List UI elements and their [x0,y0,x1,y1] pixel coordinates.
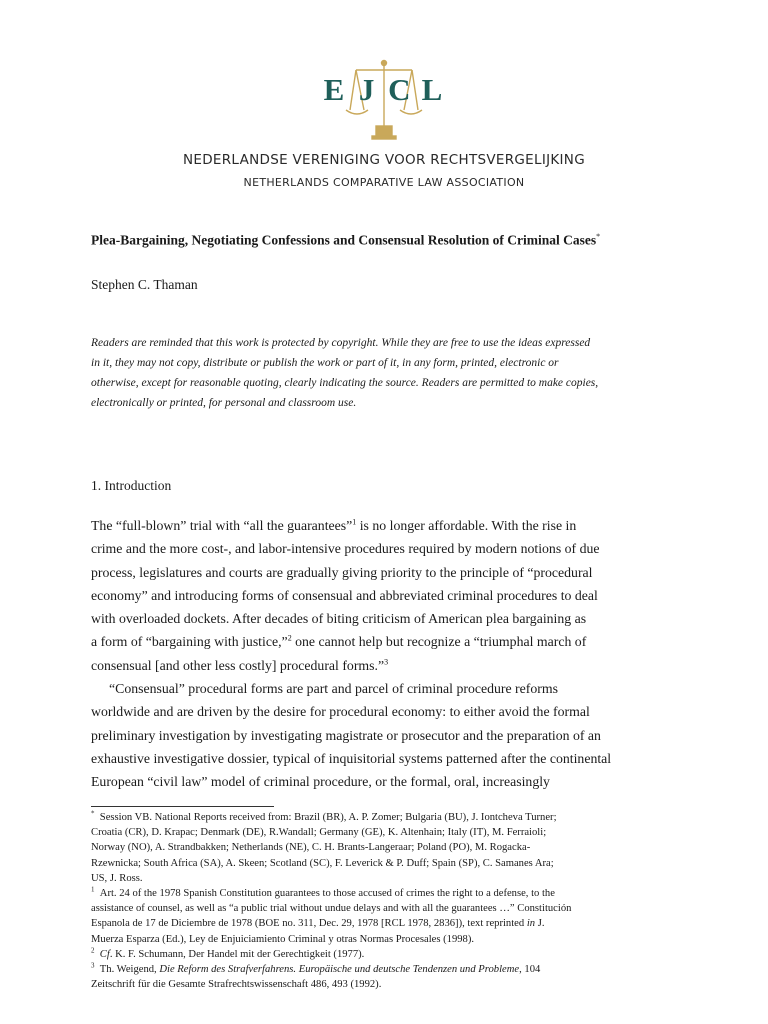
title-text: Plea-Bargaining, Negotiating Confessions and Consensual Resolution of Criminal Cases [91,232,597,248]
footnote-mark-3: 3 [91,961,95,970]
text-run-italic: in [526,918,536,930]
body-line: worldwide and are driven by the desire for procedural economy: to either avoid the formal [91,704,590,720]
body-line: with overloaded dockets. After decades of biting criticism of American plea bargaining as [91,611,587,627]
body-line: exhaustive investigative dossier, typical of inquisitorial systems patterned after the continental [91,750,612,766]
text-run: Th. Weigend, [99,964,160,976]
copyright-notice [91,333,691,413]
body-line [91,514,691,537]
body-text [91,514,691,794]
text-run: The “full-blown” trial with “all the guarantees” [91,518,353,533]
footnote-line: Rzewnicka; South Africa (SA), A. Skeen; Scotland (SC), F. Leverick & P. Duff; Spain (SP), C. Samanes Ara; [91,857,554,869]
footnotes [91,810,691,992]
footnote-mark-1: 1 [91,885,95,894]
body-line: preliminary investigation by investigating magistrate or prosecutor and the preparation of an [91,727,601,743]
text-run: . K. F. Schumann, Der Handel mit der Gerechtigkeit (1977). [109,948,365,960]
footnote-line [91,916,691,931]
footnote-mark-2: 2 [91,946,95,955]
footnote-line [91,962,691,977]
title-footnote-mark[interactable]: * [596,232,601,241]
logo-lettering [322,72,446,108]
logo-letter: L [421,72,445,107]
text-run: J. [535,918,545,930]
author-name: Stephen C. Thaman [91,277,198,292]
footnote-line [91,810,691,825]
text-run: consensual [and other less costly] procedural forms.” [91,657,385,673]
body-line: European “civil law” model of criminal procedure, or the formal, oral, increasingly [91,774,550,790]
body-line [91,654,691,677]
text-run: , 104 [519,964,541,976]
logo-letter: C [388,72,413,107]
footnote-line: Norway (NO), A. Strandbakken; Netherlands (NE), C. H. Brants-Langeraar; Poland (PO), M. Rogacka- [91,842,531,854]
logo-letter: J [358,72,377,107]
text-run: one cannot help but recognize a “triumphal march of [291,634,587,650]
body-line: “Consensual” procedural forms are part and parcel of criminal procedure reforms [109,681,558,697]
body-line: process, legislatures and courts are gradually giving priority to the principle of “procedural [91,564,593,580]
notice-line: electronically or printed, for personal and classroom use. [91,397,357,409]
footnote-line [91,947,691,962]
footnote-ref-2[interactable]: 2 [287,633,292,643]
body-line: crime and the more cost-, and labor-intensive procedures required by modern notions of due [91,541,600,557]
footnote-line: Muerza Esparza (Ed.), Ley de Enjuiciamiento Criminal y otras Normas Procesales (1998). [91,933,475,945]
notice-line: Readers are reminded that this work is protected by copyright. While they are free to use the ideas expressed [91,337,591,349]
text-run: a form of “bargaining with justice,” [91,634,288,650]
text-run-italic: Die Reform des Strafverfahrens. Europäische und deutsche Tendenzen und Probleme [159,964,520,976]
footnote-ref-1[interactable]: 1 [352,517,357,527]
section-heading: 1. Introduction [91,478,172,493]
footnote-line: Zeitschrift für die Gesamte Strafrechtswissenschaft 486, 493 (1992). [91,979,382,991]
footnote-line: Croatia (CR), D. Krapac; Denmark (DE), R.Wandall; Germany (GE), K. Altenhain; Italy (IT), M. Ferraioli; [91,827,547,839]
footnote-line [91,886,691,901]
association-name-english: NETHERLANDS COMPARATIVE LAW ASSOCIATION [243,176,525,189]
text-run: Art. 24 of the 1978 Spanish Constitution guarantees to those accused of crimes the right to a defense, to the [99,888,555,900]
text-run: Session VB. National Reports received from: Brazil (BR), A. P. Zomer; Bulgaria (BU), J. Iontcheva Turner; [99,812,557,823]
notice-line: in it, they may not copy, distribute or publish the work or part of it, in any form, printed, electronic or [91,357,559,369]
logo-letter: E [323,72,347,107]
association-name-dutch: NEDERLANDSE VERENIGING VOOR RECHTSVERGELIJKING [183,152,585,168]
footnote-ref-3[interactable]: 3 [384,657,389,667]
footnote-line: assistance of counsel, as well as “a public trial without undue delays and with all the guarantees …” Constitución [91,903,572,915]
footnote-mark-star: * [91,809,95,818]
article-title [91,232,691,249]
text-run: Espanola de 17 de Diciembre de 1978 (BOE no. 311, Dec. 29, 1978 [RCL 1978, 2836]), text reprinted [91,918,527,930]
text-run-italic: Cf [99,948,110,960]
footnote-line: US, J. Ross. [91,872,143,884]
text-run: is no longer affordable. With the rise in [356,518,577,533]
notice-line: otherwise, except for reasonable quoting, clearly indicating the source. Readers are permitted to make copies, [91,377,599,389]
footnote-separator [91,806,274,807]
body-line: economy” and introducing forms of consensual and abbreviated criminal procedures to deal [91,587,598,603]
ejcl-logo [322,58,446,142]
body-line [91,630,691,653]
